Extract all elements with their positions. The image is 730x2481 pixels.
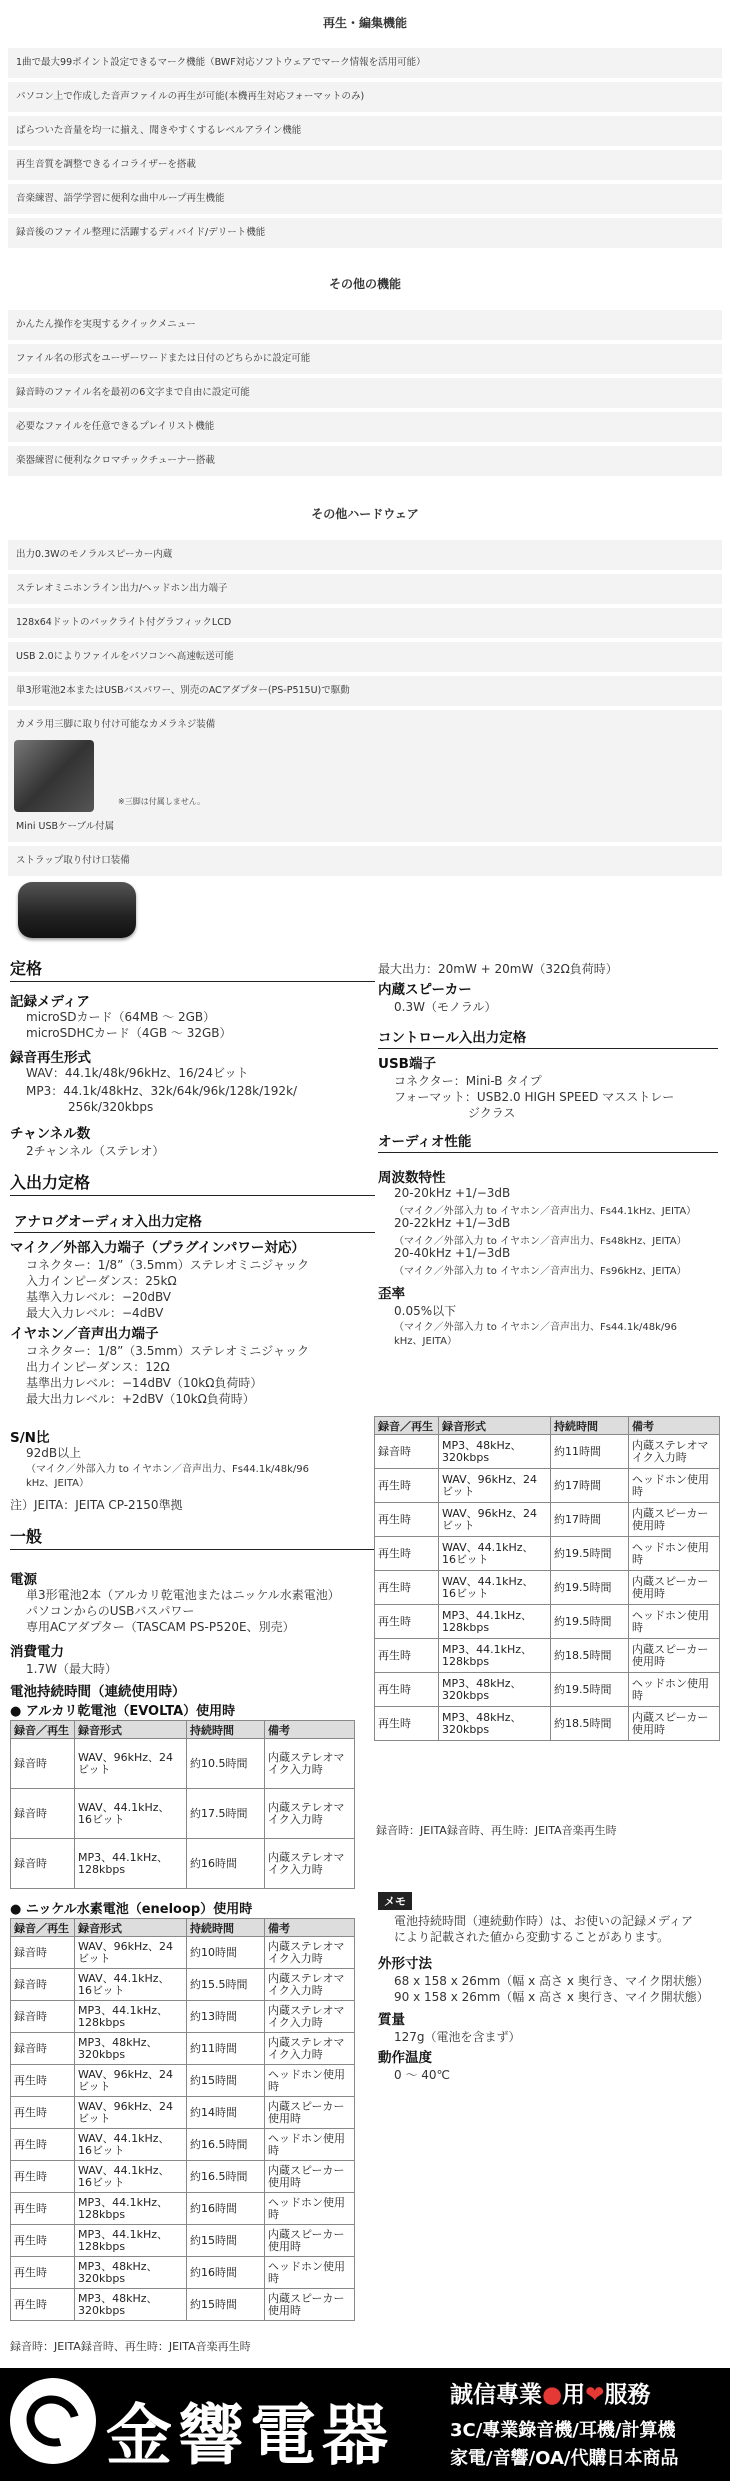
spec-note: （マイク／外部入力 to イヤホン／音声出力、Fs44.1k/48k/96 — [26, 1464, 309, 1475]
table-cell: 約15時間 — [187, 2289, 265, 2321]
table-row — [11, 2129, 355, 2161]
table-header-row — [375, 1417, 720, 1435]
spec-line: コネクター：1/8”（3.5mm）ステレオミニジャック — [26, 1258, 310, 1272]
table-cell: WAV、96kHz、24ビット — [439, 1503, 551, 1537]
jeita-note: 注）JEITA：JEITA CP-2150準拠 — [10, 1498, 183, 1512]
feature-row: 必要なファイルを任意できるプレイリスト機能 — [8, 412, 722, 442]
feature-row: 128x64ドットのバックライト付グラフィックLCD — [8, 608, 722, 638]
spec-line: 0.3W（モノラル） — [394, 1000, 497, 1014]
spec-line: 単3形電池2本（アルカリ乾電池またはニッケル水素電池） — [26, 1588, 340, 1602]
spec-line: コネクター：1/8”（3.5mm）ステレオミニジャック — [26, 1344, 310, 1358]
store-logo — [10, 2378, 96, 2464]
store-services-line: 家電/音響/OA/代購日本商品 — [450, 2448, 679, 2469]
feature-row: 1曲で最大99ポイント設定できるマーク機能（BWF対応ソフトウェアでマーク情報を活用可能） — [8, 48, 722, 78]
table-row — [375, 1639, 720, 1673]
feature-row: 音楽練習、語学学習に便利な曲中ループ再生機能 — [8, 184, 722, 214]
table-cell: 約16時間 — [187, 2193, 265, 2225]
table-cell: 内蔵ステレオマイク入力時 — [265, 1839, 355, 1889]
table-cell: 約16時間 — [187, 1839, 265, 1889]
spec-line: 2チャンネル（ステレオ） — [26, 1144, 165, 1158]
store-services-line: 3C/專業錄音機/耳機/計算機 — [450, 2420, 676, 2441]
table-row — [375, 1673, 720, 1707]
table-row — [11, 1789, 355, 1839]
feature-row: パソコン上で作成した音声ファイルの再生が可能(本機再生対応フォーマットのみ) — [8, 82, 722, 112]
general-title: 一般 — [10, 1524, 375, 1550]
table-header-cell: 持続時間 — [187, 1721, 265, 1739]
table-cell: 内蔵ステレオマイク入力時 — [265, 1937, 355, 1969]
memo-line: により記載された値から変動することがあります。 — [394, 1930, 670, 1944]
nimh-table — [10, 1918, 355, 2321]
feature-row: 再生音質を調整できるイコライザーを搭載 — [8, 150, 722, 180]
table-cell: 録音時 — [11, 2033, 75, 2065]
feature-row: ステレオミニホンライン出力/ヘッドホン出力端子 — [8, 574, 722, 604]
table-header-cell: 録音／再生 — [11, 1721, 75, 1739]
table-cell: 録音時 — [11, 1969, 75, 2001]
table-cell: 再生時 — [375, 1571, 439, 1605]
table-cell: 約15時間 — [187, 2225, 265, 2257]
table-cell: 約10.5時間 — [187, 1739, 265, 1789]
table-header-cell: 録音／再生 — [11, 1919, 75, 1937]
table-header-row — [11, 1919, 355, 1937]
spec-note: （マイク／外部入力 to イヤホン／音声出力、Fs44.1k/48k/96 — [394, 1322, 677, 1333]
spec-line: 0.05%以下 — [394, 1304, 457, 1318]
spec-note: kHz、JEITA） — [26, 1478, 89, 1489]
nimh-heading: ● ニッケル水素電池（eneloop）使用時 — [10, 1902, 253, 1917]
playback-section-title: 再生・編集機能 — [322, 16, 407, 30]
spec-line: 92dB以上 — [26, 1446, 82, 1460]
feature-row: ファイル名の形式をユーザーワードまたは日付のどちらかに設定可能 — [8, 344, 722, 374]
earphone-heading: イヤホン／音声出力端子 — [10, 1326, 159, 1342]
feature-row: 録音時のファイル名を最初の6文字まで自由に設定可能 — [8, 378, 722, 408]
spec-note: kHz、JEITA） — [394, 1336, 457, 1347]
table-row — [11, 2257, 355, 2289]
table-row — [11, 1969, 355, 2001]
table-cell: 再生時 — [375, 1639, 439, 1673]
table-row — [11, 2097, 355, 2129]
spec-line: 1.7W（最大時） — [26, 1662, 117, 1676]
table-cell: 内蔵スピーカー使用時 — [629, 1639, 720, 1673]
feature-row: カメラ用三脚に取り付け可能なカメラネジ装備 — [8, 710, 722, 740]
table-cell: 約17時間 — [551, 1469, 629, 1503]
table-header-cell: 録音形式 — [75, 1721, 187, 1739]
other-section-title: その他の機能 — [328, 277, 401, 291]
table-row — [375, 1571, 720, 1605]
table-cell: ヘッドホン使用時 — [265, 2193, 355, 2225]
table-cell: 約17時間 — [551, 1503, 629, 1537]
feature-row: ストラップ取り付け口装備 — [8, 846, 722, 876]
table-cell: 内蔵スピーカー使用時 — [265, 2225, 355, 2257]
spec-line: 90 x 158 x 26mm（幅 x 高さ x 奥行き、マイク開状態） — [394, 1990, 709, 2004]
table-cell: 再生時 — [11, 2129, 75, 2161]
alkaline-table — [10, 1720, 355, 1889]
spec-line: microSDHCカード（4GB 〜 32GB） — [26, 1026, 232, 1040]
table-cell: 内蔵ステレオマイク入力時 — [265, 2033, 355, 2065]
table-cell: 再生時 — [11, 2257, 75, 2289]
table-footnote: 録音時：JEITA録音時、再生時：JEITA音楽再生時 — [376, 1824, 617, 1837]
feature-row: 出力0.3Wのモノラルスピーカー内蔵 — [8, 540, 722, 570]
table-cell: 録音時 — [11, 1839, 75, 1889]
table-cell: 再生時 — [375, 1605, 439, 1639]
table-header-cell: 録音形式 — [75, 1919, 187, 1937]
table-row — [11, 2193, 355, 2225]
table-row — [11, 2033, 355, 2065]
spec-line: 20-20kHz +1/−3dB — [394, 1186, 511, 1200]
table-cell: 約15.5時間 — [187, 1969, 265, 2001]
table-cell: WAV、96kHz、24ビット — [75, 2097, 187, 2129]
mic-heading: マイク／外部入力端子（プラグインパワー対応） — [10, 1240, 305, 1256]
memo-tag: メモ — [378, 1892, 412, 1910]
audio-title: オーディオ性能 — [378, 1130, 718, 1153]
table-cell: ヘッドホン使用時 — [265, 2129, 355, 2161]
table-cell: 再生時 — [375, 1503, 439, 1537]
format-heading: 録音再生形式 — [10, 1050, 91, 1066]
table-cell: MP3、48kHz、320kbps — [439, 1435, 551, 1469]
consumption-heading: 消費電力 — [10, 1644, 64, 1660]
table-cell: MP3、44.1kHz、128kbps — [439, 1639, 551, 1673]
table-cell: 約18.5時間 — [551, 1639, 629, 1673]
camera-mount-photo — [14, 740, 94, 812]
table-cell: MP3、48kHz、320kbps — [75, 2257, 187, 2289]
table-cell: MP3、48kHz、320kbps — [439, 1673, 551, 1707]
table-header-cell: 持続時間 — [187, 1919, 265, 1937]
table-cell: 約18.5時間 — [551, 1707, 629, 1741]
spec-line: 専用ACアダプター（TASCAM PS-P520E、別売） — [26, 1620, 295, 1634]
table-cell: 約14時間 — [187, 2097, 265, 2129]
table-cell: 再生時 — [375, 1469, 439, 1503]
spec-line: 20-22kHz +1/−3dB — [394, 1216, 511, 1230]
table-cell: 内蔵スピーカー使用時 — [265, 2097, 355, 2129]
memo-line: 電池持続時間（連続動作時）は、お使いの記録メディア — [394, 1914, 694, 1928]
table-cell: ヘッドホン使用時 — [629, 1673, 720, 1707]
table-cell: 約10時間 — [187, 1937, 265, 1969]
store-banner — [0, 2368, 730, 2481]
table-header-cell: 録音／再生 — [375, 1417, 439, 1435]
table-cell: 再生時 — [375, 1537, 439, 1571]
spec-line: 最大出力：20mW + 20mW（32Ω負荷時） — [378, 962, 618, 976]
freq-heading: 周波数特性 — [378, 1170, 446, 1186]
feature-row: かんたん操作を実現するクイックメニュー — [8, 310, 722, 340]
table-row — [11, 2289, 355, 2321]
table-cell: 録音時 — [11, 1739, 75, 1789]
table-cell: ヘッドホン使用時 — [265, 2065, 355, 2097]
io-title: 入出力定格 — [10, 1170, 375, 1196]
table-cell: ヘッドホン使用時 — [629, 1605, 720, 1639]
spec-note: （マイク／外部入力 to イヤホン／音声出力、Fs44.1kHz、JEITA） — [394, 1206, 697, 1217]
table-header-cell: 備考 — [629, 1417, 720, 1435]
table-cell: 内蔵ステレオマイク入力時 — [265, 2001, 355, 2033]
thd-heading: 歪率 — [378, 1286, 405, 1302]
table-cell: MP3、44.1kHz、128kbps — [439, 1605, 551, 1639]
table-cell: WAV、44.1kHz、16ビット — [439, 1537, 551, 1571]
table-row — [11, 1839, 355, 1889]
table-cell: 約19.5時間 — [551, 1571, 629, 1605]
table-cell: 内蔵スピーカー使用時 — [629, 1503, 720, 1537]
store-slogan: 誠信專業●用❤服務 — [450, 2382, 651, 2408]
spec-line: WAV：44.1k/48k/96kHz、16/24ビット — [26, 1066, 249, 1080]
table-cell: 再生時 — [375, 1673, 439, 1707]
table-cell: WAV、44.1kHz、16ビット — [75, 1969, 187, 2001]
table-cell: 内蔵ステレオマイク入力時 — [265, 1789, 355, 1839]
table-cell: MP3、48kHz、320kbps — [75, 2033, 187, 2065]
spec-line: 20-40kHz +1/−3dB — [394, 1246, 511, 1260]
table-cell: 約19.5時間 — [551, 1605, 629, 1639]
table-cell: 再生時 — [11, 2097, 75, 2129]
spec-line: 出力インピーダンス：12Ω — [26, 1360, 170, 1374]
table-cell: 内蔵スピーカー使用時 — [265, 2289, 355, 2321]
table-cell: WAV、96kHz、24ビット — [75, 1937, 187, 1969]
table-row — [375, 1605, 720, 1639]
table-cell: MP3、48kHz、320kbps — [75, 2289, 187, 2321]
table-cell: 約19.5時間 — [551, 1673, 629, 1707]
table-cell: 約17.5時間 — [187, 1789, 265, 1839]
table-row — [11, 1937, 355, 1969]
battery-table-continued — [374, 1416, 720, 1741]
power-heading: 電源 — [10, 1572, 37, 1588]
table-row — [11, 2065, 355, 2097]
table-cell: WAV、44.1kHz、16ビット — [75, 2129, 187, 2161]
spec-line: パソコンからのUSBバスパワー — [26, 1604, 195, 1618]
table-header-cell: 持続時間 — [551, 1417, 629, 1435]
feature-row: 単3形電池2本またはUSBバスパワー、別売のACアダプター(PS-P515U)で駆動 — [8, 676, 722, 706]
spec-line: 基準入力レベル：−20dBV — [26, 1290, 172, 1304]
table-cell: 録音時 — [11, 2001, 75, 2033]
dims-heading: 外形寸法 — [378, 1956, 432, 1972]
table-row — [11, 2161, 355, 2193]
spec-line: フォーマット：USB2.0 HIGH SPEED マスストレー — [394, 1090, 675, 1104]
control-title: コントロール入出力定格 — [378, 1026, 718, 1049]
speaker-heading: 内蔵スピーカー — [378, 982, 472, 998]
table-cell: ヘッドホン使用時 — [629, 1469, 720, 1503]
table-cell: 約15時間 — [187, 2065, 265, 2097]
store-brand: 金響電器 — [106, 2396, 394, 2474]
table-header-cell: 録音形式 — [439, 1417, 551, 1435]
table-cell: MP3、44.1kHz、128kbps — [75, 1839, 187, 1889]
spec-line: MP3：44.1k/48kHz、32k/64k/96k/128k/192k/ — [26, 1084, 298, 1098]
table-cell: 内蔵ステレオマイク入力時 — [265, 1969, 355, 2001]
table-row — [11, 2001, 355, 2033]
table-cell: 再生時 — [11, 2065, 75, 2097]
table-row — [375, 1469, 720, 1503]
media-heading: 記録メディア — [10, 994, 90, 1010]
spec-note: （マイク／外部入力 to イヤホン／音声出力、Fs96kHz、JEITA） — [394, 1266, 687, 1277]
spec-line: コネクター：Mini-B タイプ — [394, 1074, 542, 1088]
heart-icon: ❤ — [585, 2382, 605, 2408]
table-row — [375, 1435, 720, 1469]
table-cell: 約16.5時間 — [187, 2129, 265, 2161]
hardware-section-title: その他ハードウェア — [311, 507, 419, 521]
spec-line: 最大出力レベル：+2dBV（10kΩ負荷時） — [26, 1392, 255, 1406]
spec-line: 0 〜 40℃ — [394, 2068, 451, 2082]
table-row — [11, 2225, 355, 2257]
channels-heading: チャンネル数 — [10, 1126, 91, 1142]
recorder-photo — [18, 882, 136, 938]
table-cell: 約13時間 — [187, 2001, 265, 2033]
table-header-row — [11, 1721, 355, 1739]
table-row — [11, 1739, 355, 1789]
table-cell: 約11時間 — [551, 1435, 629, 1469]
table-cell: 約16.5時間 — [187, 2161, 265, 2193]
spec-line: 256k/320kbps — [68, 1100, 154, 1114]
table-cell: WAV、96kHz、24ビット — [439, 1469, 551, 1503]
table-header-cell: 備考 — [265, 1919, 355, 1937]
feature-row: Mini USBケーブル付属 — [8, 812, 722, 842]
table-cell: WAV、44.1kHz、16ビット — [75, 2161, 187, 2193]
table-cell: ヘッドホン使用時 — [629, 1537, 720, 1571]
alkaline-heading: ● アルカリ乾電池（EVOLTA）使用時 — [10, 1704, 236, 1719]
camera-photo-row — [8, 740, 722, 812]
spec-line: ジクラス — [468, 1106, 516, 1120]
feature-row: 楽器練習に便利なクロマチックチューナー搭載 — [8, 446, 722, 476]
table-cell: 録音時 — [11, 1937, 75, 1969]
feature-row: ばらついた音量を均一に揃え、聞きやすくするレベルアライン機能 — [8, 116, 722, 146]
weight-heading: 質量 — [378, 2012, 405, 2028]
table-footnote: 録音時：JEITA録音時、再生時：JEITA音楽再生時 — [10, 2340, 251, 2353]
table-cell: 内蔵スピーカー使用時 — [265, 2161, 355, 2193]
table-cell: MP3、44.1kHz、128kbps — [75, 2001, 187, 2033]
spec-line: 68 x 158 x 26mm（幅 x 高さ x 奥行き、マイク閉状態） — [394, 1974, 709, 1988]
temp-heading: 動作温度 — [378, 2050, 432, 2066]
feature-row: USB 2.0によりファイルをパソコンへ高速転送可能 — [8, 642, 722, 672]
table-cell: 再生時 — [11, 2289, 75, 2321]
table-header-cell: 備考 — [265, 1721, 355, 1739]
table-row — [375, 1503, 720, 1537]
table-cell: WAV、44.1kHz、16ビット — [439, 1571, 551, 1605]
table-cell: WAV、44.1kHz、16ビット — [75, 1789, 187, 1839]
table-row — [375, 1537, 720, 1571]
table-cell: 約16時間 — [187, 2257, 265, 2289]
table-cell: WAV、96kHz、24ビット — [75, 2065, 187, 2097]
battery-heading: 電池持続時間（連続使用時） — [10, 1684, 186, 1700]
specs-title: 定格 — [10, 956, 375, 982]
table-cell: 再生時 — [11, 2193, 75, 2225]
table-cell: MP3、44.1kHz、128kbps — [75, 2193, 187, 2225]
spec-line: 基準出力レベル：−14dBV（10kΩ負荷時） — [26, 1376, 263, 1390]
table-cell: 内蔵ステレオマイク入力時 — [265, 1739, 355, 1789]
table-cell: 内蔵ステレオマイク入力時 — [629, 1435, 720, 1469]
table-cell: 約11時間 — [187, 2033, 265, 2065]
spec-line: microSDカード（64MB 〜 2GB） — [26, 1010, 216, 1024]
spec-note: （マイク／外部入力 to イヤホン／音声出力、Fs48kHz、JEITA） — [394, 1236, 687, 1247]
table-cell: 再生時 — [11, 2161, 75, 2193]
table-cell: WAV、96kHz、24ビット — [75, 1739, 187, 1789]
table-cell: 録音時 — [11, 1789, 75, 1839]
table-cell: 内蔵スピーカー使用時 — [629, 1571, 720, 1605]
table-cell: MP3、44.1kHz、128kbps — [75, 2225, 187, 2257]
table-cell: 約19.5時間 — [551, 1537, 629, 1571]
table-cell: 再生時 — [11, 2225, 75, 2257]
usb-heading: USB端子 — [378, 1056, 436, 1072]
table-row — [375, 1707, 720, 1741]
table-cell: 録音時 — [375, 1435, 439, 1469]
spec-line: 最大入力レベル：−4dBV — [26, 1306, 164, 1320]
spec-line: 入力インピーダンス：25kΩ — [26, 1274, 177, 1288]
table-cell: 再生時 — [375, 1707, 439, 1741]
camera-note: ※三脚は付属しません。 — [118, 797, 206, 806]
spec-line: 127g（電池を含まず） — [394, 2030, 521, 2044]
table-cell: MP3、48kHz、320kbps — [439, 1707, 551, 1741]
sn-heading: S/N比 — [10, 1430, 50, 1446]
feature-row: 録音後のファイル整理に活躍するディバイド/デリート機能 — [8, 218, 722, 248]
table-cell: 内蔵スピーカー使用時 — [629, 1707, 720, 1741]
analog-heading: アナログオーディオ入出力定格 — [14, 1210, 375, 1233]
table-cell: ヘッドホン使用時 — [265, 2257, 355, 2289]
